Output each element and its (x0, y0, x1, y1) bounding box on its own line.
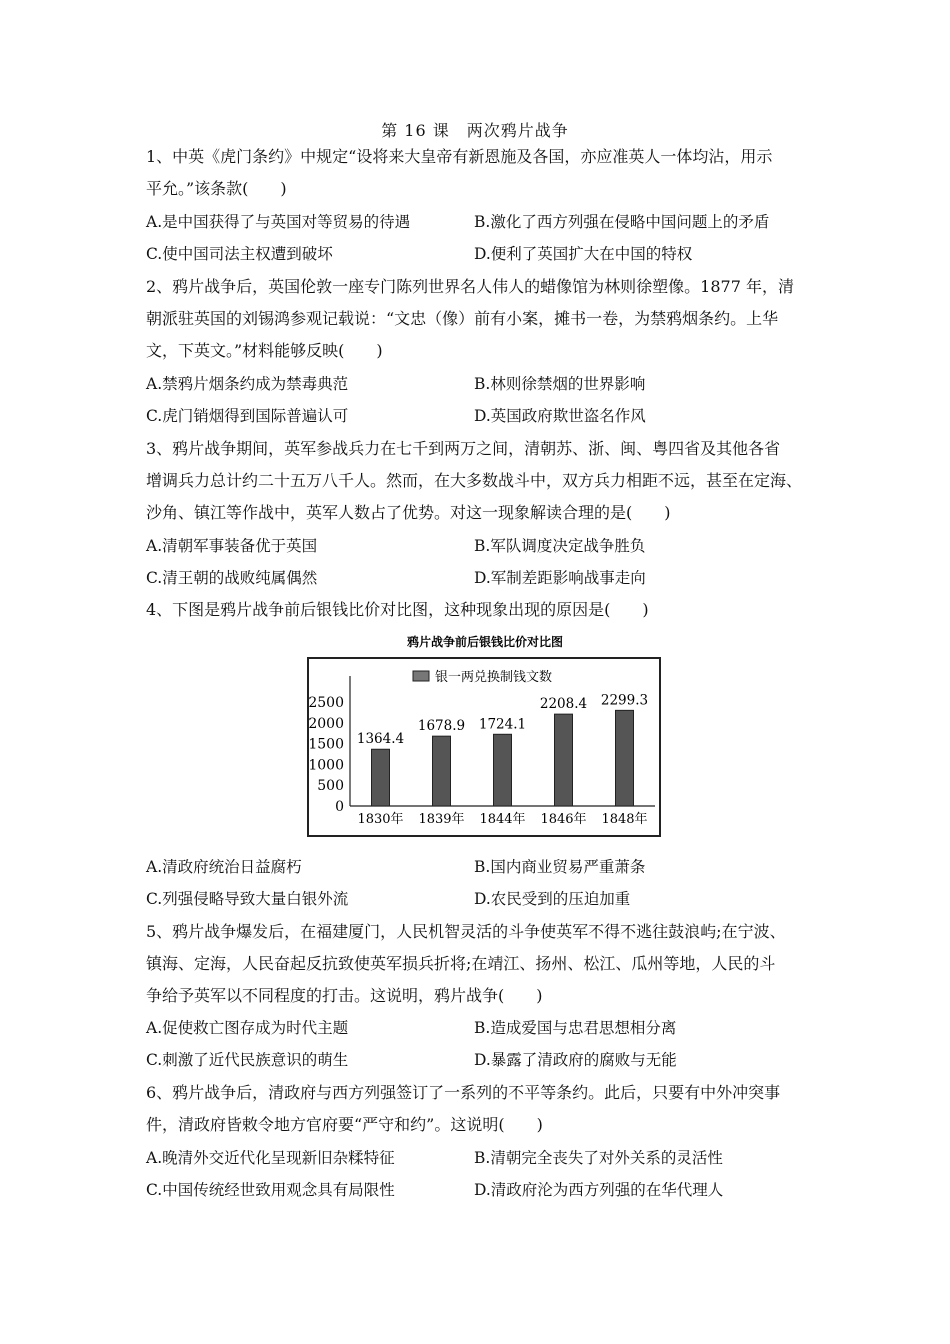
y-tick-label: 1500 (308, 736, 344, 753)
q3-stem-line-3: 沙角、镇江等作战中，英军人数占了优势。对这一现象解读合理的是( ) (146, 503, 671, 522)
bar-value-label: 2208.4 (539, 696, 588, 713)
x-tick-label: 1848年 (601, 812, 648, 827)
q5-option-b: B.造成爱国与忠君思想相分离 (474, 1019, 677, 1037)
y-tick-label: 500 (317, 778, 344, 795)
q2-stem-line-2: 朝派驻英国的刘锡鸿参观记载说：“文忠（像）前有小案，摊书一卷，为禁鸦烟条约。上华 (146, 309, 779, 328)
chart-marks (308, 692, 648, 827)
q1-stem-line-1: 1、中英《虎门条约》中规定“设将来大皇帝有新恩施及各国，亦应准英人一体均沾，用示 (146, 147, 773, 166)
x-tick-label: 1830年 (357, 812, 404, 827)
y-tick-label: 0 (335, 799, 344, 815)
q3-option-a: A.清朝军事装备优于英国 (146, 537, 318, 555)
legend-label: 银一两兑换制钱文数 (435, 670, 553, 685)
q4-option-c: C.列强侵略导致大量白银外流 (146, 890, 349, 908)
q6-option-d: D.清政府沦为西方列强的在华代理人 (474, 1181, 724, 1199)
q5-stem-line-2: 镇海、定海，人民奋起反抗致使英军损兵折将;在靖江、扬州、松江、瓜州等地，人民的斗 (146, 954, 776, 973)
legend-swatch (413, 671, 429, 681)
q1-stem-line-2: 平允。”该条款( ) (146, 179, 287, 198)
page-title: 第 16 课 两次鸦片战争 (381, 121, 569, 140)
y-tick-label: 2500 (308, 695, 344, 711)
q1-option-a: A.是中国获得了与英国对等贸易的待遇 (146, 213, 411, 231)
q2-option-c: C.虎门销烟得到国际普遍认可 (146, 407, 349, 425)
bar (555, 714, 573, 806)
q1-option-c: C.使中国司法主权遭到破坏 (146, 245, 333, 263)
q5-option-d: D.暴露了清政府的腐败与无能 (474, 1051, 677, 1069)
y-tick-label: 1000 (308, 757, 344, 774)
q6-option-c: C.中国传统经世致用观念具有局限性 (146, 1181, 395, 1199)
bar-value-label: 1678.9 (417, 718, 466, 735)
chart-title: 鸦片战争前后银钱比价对比图 (406, 635, 564, 649)
q6-option-b: B.清朝完全丧失了对外关系的灵活性 (474, 1149, 723, 1167)
q2-option-a: A.禁鸦片烟条约成为禁毒典范 (146, 375, 349, 393)
bar-value-label: 1364.4 (356, 731, 405, 748)
q4-option-b: B.国内商业贸易严重萧条 (474, 858, 646, 876)
q4-option-a: A.清政府统治日益腐朽 (146, 858, 302, 876)
bar-value-label: 2299.3 (600, 692, 649, 709)
bar (433, 736, 451, 806)
x-tick-label: 1846年 (540, 812, 587, 827)
q2-option-b: B.林则徐禁烟的世界影响 (474, 375, 646, 393)
silver-copper-ratio-chart (300, 630, 670, 840)
q6-option-a: A.晚清外交近代化呈现新旧杂糅特征 (146, 1149, 395, 1167)
q4-stem-line-1: 4、下图是鸦片战争前后银钱比价对比图，这种现象出现的原因是( ) (146, 600, 649, 619)
q3-stem-line-2: 增调兵力总计约二十五万八千人。然而，在大多数战斗中，双方兵力相距不远，甚至在定海、 (146, 471, 803, 490)
q5-option-a: A.促使救亡图存成为时代主题 (146, 1019, 349, 1037)
q5-stem-line-3: 争给予英军以不同程度的打击。这说明，鸦片战争( ) (146, 986, 543, 1005)
q2-stem-line-1: 2、鸦片战争后，英国伦敦一座专门陈列世界名人伟人的蜡像馆为林则徐塑像。1877 年，清 (146, 277, 794, 296)
q2-stem-line-3: 文，下英文。”材料能够反映( ) (146, 341, 383, 360)
q1-option-b: B.激化了西方列强在侵略中国问题上的矛盾 (474, 213, 770, 231)
q6-stem-line-1: 6、鸦片战争后，清政府与西方列强签订了一系列的不平等条约。此后，只要有中外冲突事 (146, 1083, 781, 1102)
bar-value-label: 1724.1 (478, 716, 527, 733)
x-tick-label: 1844年 (479, 812, 526, 827)
bar (372, 749, 390, 806)
y-tick-label: 2000 (308, 715, 344, 732)
q5-stem-line-1: 5、鸦片战争爆发后，在福建厦门，人民机智灵活的斗争使英军不得不逃往鼓浪屿;在宁波、 (146, 922, 786, 941)
q3-option-c: C.清王朝的战败纯属偶然 (146, 569, 318, 587)
q5-option-c: C.刺激了近代民族意识的萌生 (146, 1051, 349, 1069)
q3-stem-line-1: 3、鸦片战争期间，英军参战兵力在七千到两万之间，清朝苏、浙、闽、粤四省及其他各省 (146, 439, 781, 458)
q2-option-d: D.英国政府欺世盗名作风 (474, 407, 646, 425)
bar (494, 734, 512, 806)
q3-option-b: B.军队调度决定战争胜负 (474, 537, 646, 555)
x-tick-label: 1839年 (418, 812, 465, 827)
q4-option-d: D.农民受到的压迫加重 (474, 890, 631, 908)
q3-option-d: D.军制差距影响战事走向 (474, 569, 646, 587)
q6-stem-line-2: 件，清政府皆敕令地方官府要“严守和约”。这说明( ) (146, 1115, 543, 1134)
bar (616, 710, 634, 806)
q1-option-d: D.便利了英国扩大在中国的特权 (474, 245, 693, 263)
